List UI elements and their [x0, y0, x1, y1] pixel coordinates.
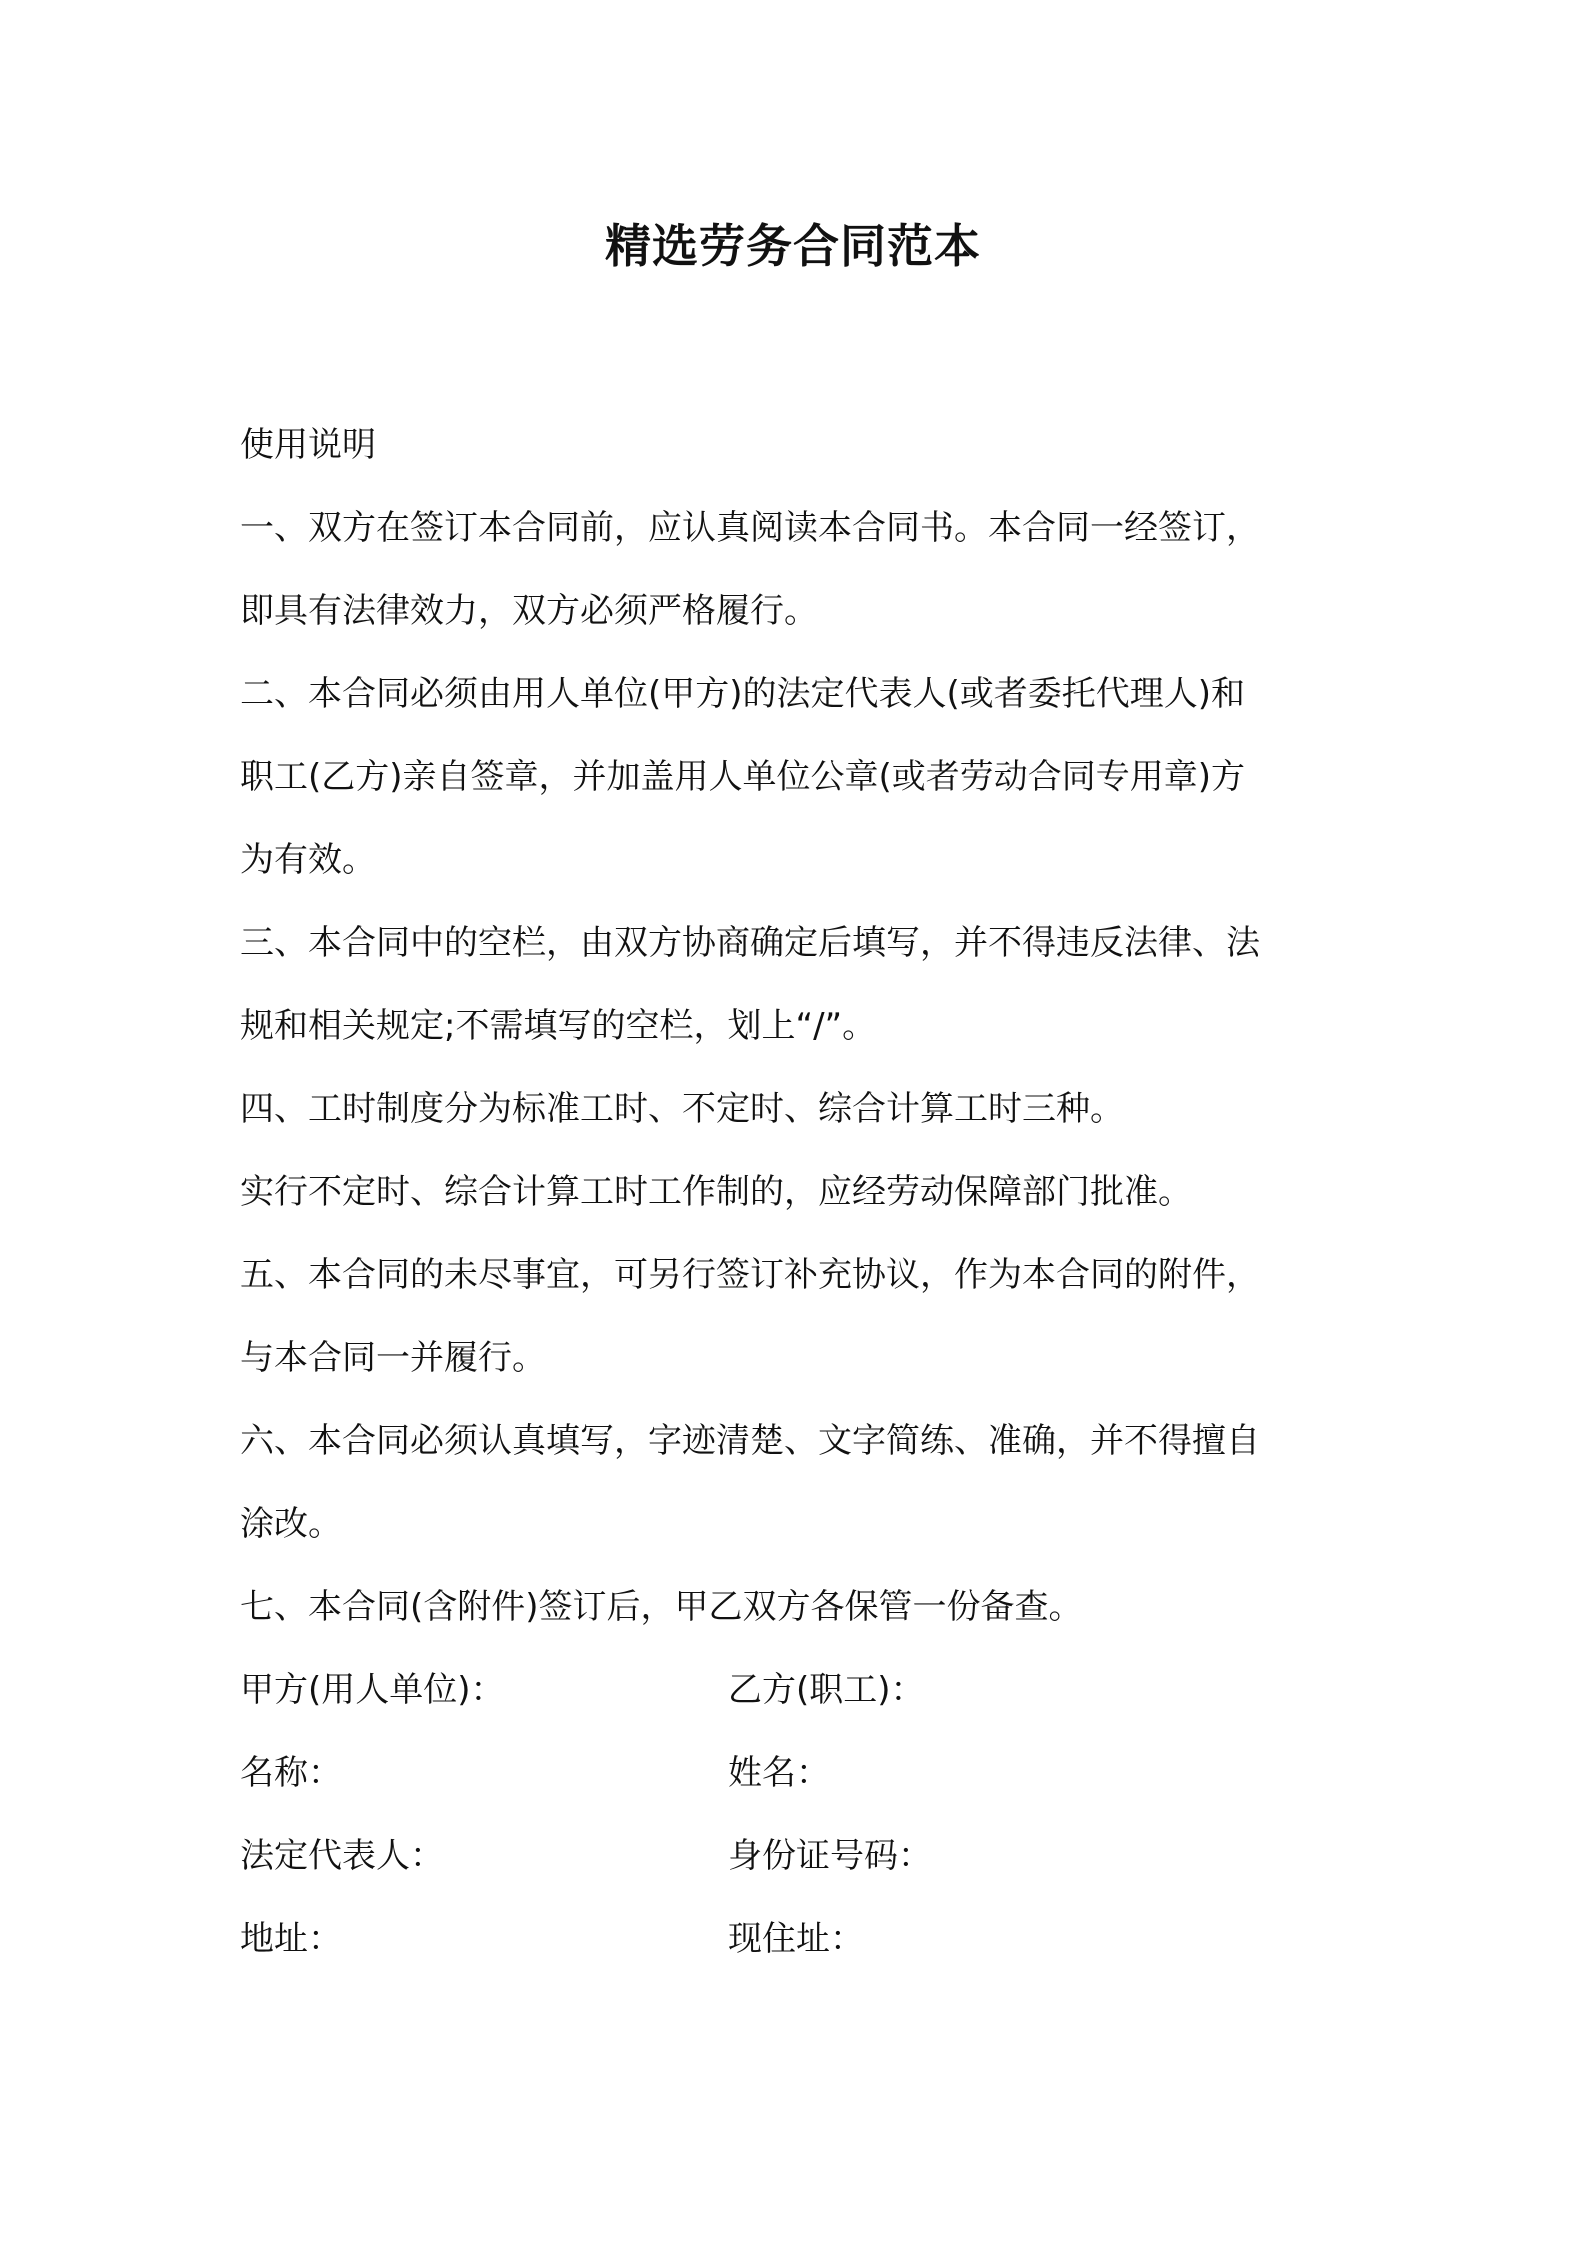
paragraph-line: 为有效。	[240, 840, 376, 880]
paragraph-line: 涂改。	[240, 1504, 342, 1544]
paragraph-line: 与本合同一并履行。	[240, 1338, 546, 1378]
signature-row-names	[240, 1732, 1360, 1815]
instructions-heading: 使用说明	[240, 425, 376, 465]
paragraph-line: 六、本合同必须认真填写，字迹清楚、文字简练、准确，并不得擅自	[240, 1421, 1260, 1461]
company-address-label: 地址：	[240, 1919, 342, 1959]
signature-row-address	[240, 1898, 1360, 1981]
paragraph-line: 实行不定时、综合计算工时工作制的，应经劳动保障部门批准。	[240, 1172, 1192, 1212]
paragraph-line: 四、工时制度分为标准工时、不定时、综合计算工时三种。	[240, 1089, 1124, 1129]
legal-representative-label: 法定代表人：	[240, 1836, 444, 1876]
paragraph-line: 二、本合同必须由用人单位(甲方)的法定代表人(或者委托代理人)和	[240, 674, 1246, 714]
company-name-label: 名称：	[240, 1753, 342, 1793]
signature-row-parties	[240, 1649, 1360, 1732]
current-address-label: 现住址：	[728, 1919, 864, 1959]
party-a-label: 甲方(用人单位)：	[240, 1670, 505, 1710]
paragraph-line: 规和相关规定;不需填写的空栏，划上“/”。	[240, 1006, 877, 1046]
paragraph-line: 一、双方在签订本合同前，应认真阅读本合同书。本合同一经签订，	[240, 508, 1260, 548]
paragraph-line: 职工(乙方)亲自签章，并加盖用人单位公章(或者劳动合同专用章)方	[240, 757, 1246, 797]
paragraph-line: 三、本合同中的空栏，由双方协商确定后填写，并不得违反法律、法	[240, 923, 1260, 963]
id-number-label: 身份证号码：	[728, 1836, 932, 1876]
party-b-label: 乙方(职工)：	[728, 1670, 925, 1710]
signature-row-identity	[240, 1815, 1360, 1898]
paragraph-line: 七、本合同(含附件)签订后，甲乙双方各保管一份备查。	[240, 1587, 1083, 1627]
paragraph-line: 即具有法律效力，双方必须严格履行。	[240, 591, 818, 631]
document-body	[240, 404, 1360, 1981]
document-title: 精选劳务合同范本	[605, 219, 981, 273]
person-name-label: 姓名：	[728, 1753, 830, 1793]
paragraph-line: 五、本合同的未尽事宜，可另行签订补充协议，作为本合同的附件，	[240, 1255, 1260, 1295]
